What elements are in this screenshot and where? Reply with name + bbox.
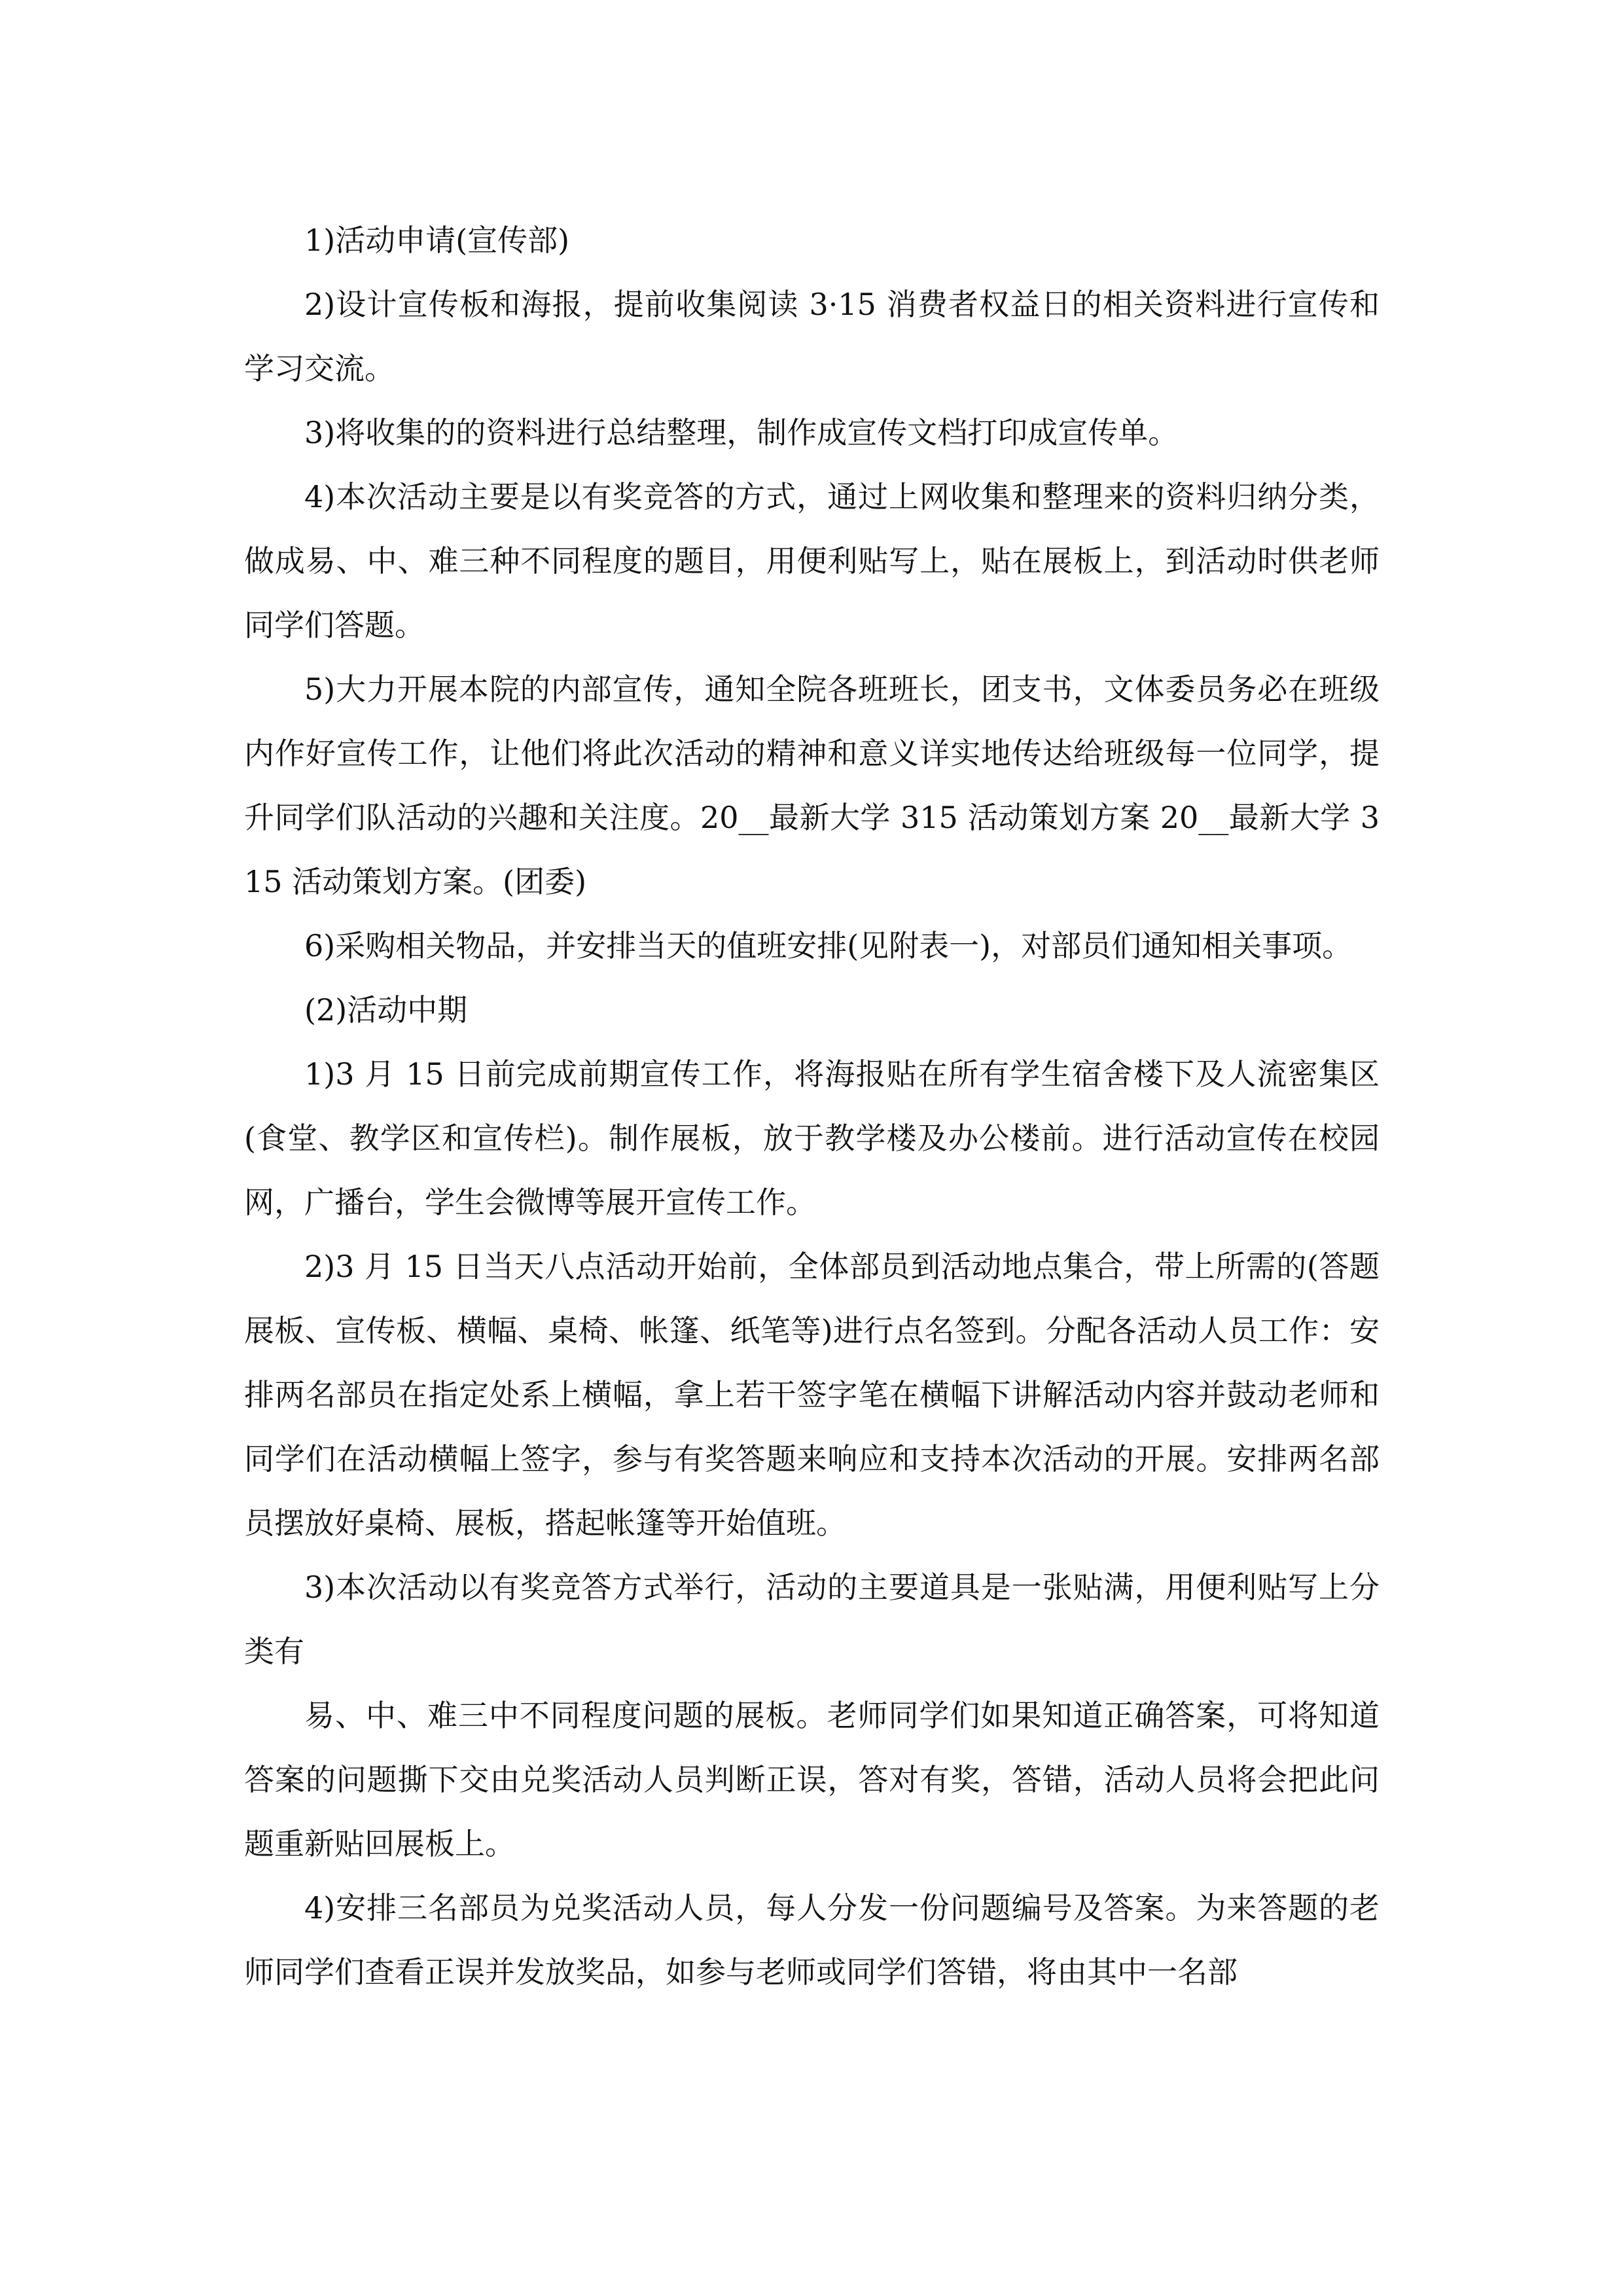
paragraph-3: 3)将收集的的资料进行总结整理，制作成宣传文档打印成宣传单。 (304, 415, 1179, 450)
paragraph-5: 5)大力开展本院的内部宣传，通知全院各班班长，团支书，文体委员务必在班级内作好宣传工作，让他们将此次活动的精神和意义详实地传达给班级每一位同学，提升同学们队活动的兴趣和关注度。20__最新大学 315 活动策划方案 20__最新大学 315 活动策划方案。(团委) (244, 672, 1380, 899)
paragraph-2: 2)设计宣传板和海报，提前收集阅读 3·15 消费者权益日的相关资料进行宣传和学习交流。 (244, 287, 1380, 386)
section-heading-activity-mid: (2)活动中期 (304, 992, 468, 1028)
paragraph-11: 4)安排三名部员为兑奖活动人员，每人分发一份问题编号及答案。为来答题的老师同学们查看正误并发放奖品，如参与老师或同学们答错，将由其中一名部 (244, 1890, 1380, 1990)
paragraph-4: 4)本次活动主要是以有奖竞答的方式，通过上网收集和整理来的资料归纳分类，做成易、中、难三种不同程度的题目，用便利贴写上，贴在展板上，到活动时供老师同学们答题。 (244, 479, 1380, 643)
paragraph-9: 3)本次活动以有奖竞答方式举行，活动的主要道具是一张贴满，用便利贴写上分类有 (244, 1570, 1380, 1669)
paragraph-6: 6)采购相关物品，并安排当天的值班安排(见附表一)，对部员们通知相关事项。 (304, 928, 1353, 963)
paragraph-7: 1)3 月 15 日前完成前期宣传工作，将海报贴在所有学生宿舍楼下及人流密集区(食堂、教学区和宣传栏)。制作展板，放于教学楼及办公楼前。进行活动宣传在校园网，广播台，学生会微博等展开宣传工作。 (244, 1056, 1380, 1220)
paragraph-10: 易、中、难三中不同程度问题的展板。老师同学们如果知道正确答案，可将知道答案的问题撕下交由兑奖活动人员判断正误，答对有奖，答错，活动人员将会把此问题重新贴回展板上。 (244, 1698, 1380, 1861)
document-body (244, 208, 1380, 2004)
paragraph-1: 1)活动申请(宣传部) (304, 223, 570, 258)
paragraph-8: 2)3 月 15 日当天八点活动开始前，全体部员到活动地点集合，带上所需的(答题展板、宣传板、横幅、桌椅、帐篷、纸笔等)进行点名签到。分配各活动人员工作：安排两名部员在指定处系上横幅，拿上若干签字笔在横幅下讲解活动内容并鼓动老师和同学们在活动横幅上签字，参与有奖答题来响应和支持本次活动的开展。安排两名部员摆放好桌椅、展板，搭起帐篷等开始值班。 (244, 1249, 1380, 1541)
